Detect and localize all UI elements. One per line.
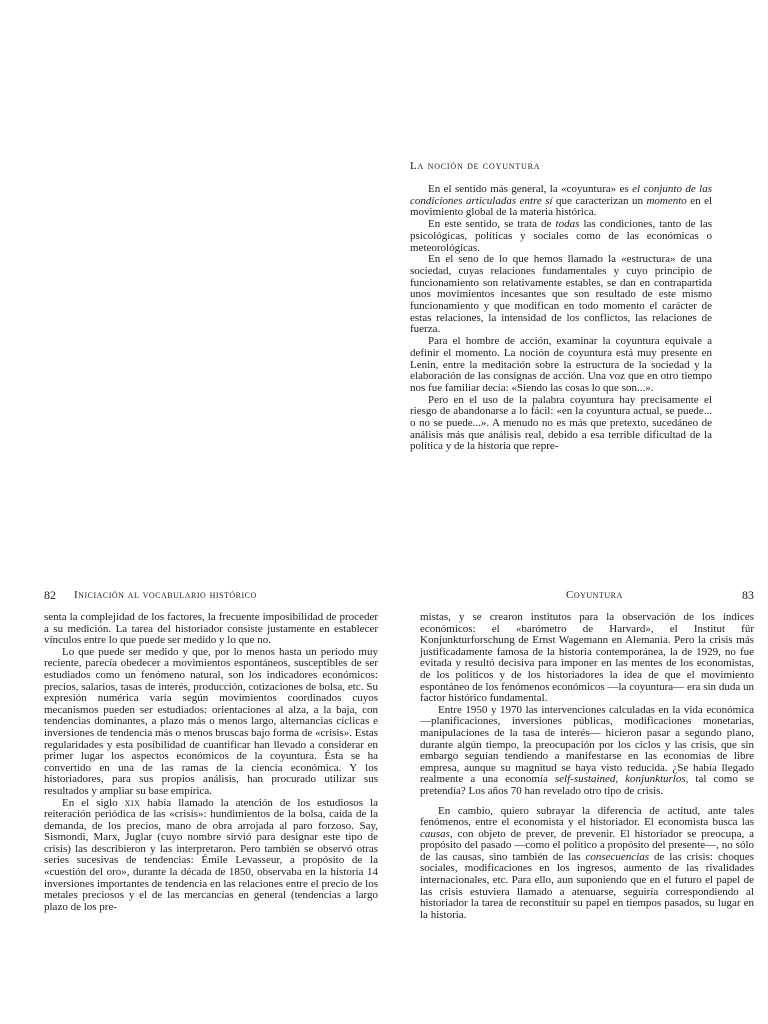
paragraph: senta la complejidad de los factores, la frecuente imposibilidad de proceder a su medición. La tarea del historiador consiste justamente en establecer vínculos entre lo que puede ser medido y lo que no.: [44, 611, 378, 647]
paragraph: En el sentido más general, la «coyuntura» es el conjunto de las condiciones articuladas entre sí que caracterizan un momento en el movimiento global de la materia histórica.: [410, 183, 713, 219]
paragraph: En el seno de lo que hemos llamado la «estructura» de una sociedad, cuyas relaciones fundamentales y cuyo principio de funcionamiento son relativamente estables, se dan en contrapartida unos movimientos incesantes que son resultado de este mismo funcionamiento y que modifican en todo momento el carácter de estas relaciones, la intensidad de los conflictos, las relaciones de fuerza.: [410, 253, 712, 336]
running-title: Coyuntura: [566, 589, 623, 601]
left-page-body: [44, 612, 378, 913]
paragraph: En este sentido, se trata de todas las condiciones, tanto de las psicológicas, políticas y sociales como de las económicas o meteorológicas.: [410, 218, 713, 254]
upper-page-body: [410, 184, 712, 453]
paragraph: Entre 1950 y 1970 las intervenciones calculadas en la vida económica —planificaciones, inversiones públicas, modificaciones monetarias, manipulaciones de la tasa de interés— hicieron pasar a segundo plano, durante algún tiempo, la preocupación por los ciclos y las crisis, que sin embargo seguían tendiendo a manifestarse en las economías de libre empresa, aunque su magnitud se haya visto reducida. ¿Se había llegado realmente a una economía self-sustained, konjunkturlos, tal como se pretendía? Los años 70 han revelado otro tipo de crisis.: [420, 703, 754, 797]
left-page: [44, 588, 378, 913]
upper-page: [410, 160, 712, 453]
paragraph: En el siglo xix había llamado la atención de los estudiosos la reiteración periódica de las «crisis»: hundimientos de la bolsa, caída de la demanda, de los precios, mano de obra arrojada al paro forzoso. Say, Sismondi, Marx, Juglar (cuyo nombre sirvió para designar este tipo de crisis) las describieron y las interpretaron. Pero también se observó otras series sucesivas de tendencias: Émile Levasseur, a propósito de la «cuestión del oro», durante la década de 1850, observaba en la historia 14 inversiones importantes de tendencia en las relaciones entre el precio de los metales preciosos y el de las mercancías en general (tendencias a largo plazo de los pre-: [44, 796, 378, 913]
right-page: [420, 588, 754, 921]
paragraph: En cambio, quiero subrayar la diferencia de actitud, ante tales fenómenos, entre el economista y el historiador. El economista busca las causas, con objeto de prever, de prevenir. El historiador se preocupa, a propósito del pasado —como el político a propósito del presente—, no sólo de las causas, sino también de las consecuencias de las crisis: choques sociales, modificaciones en los ingresos, aumento de las rivalidades internacionales, etc. Para ello, aun suponiendo que en el futuro el papel de las crisis estuviera llamado a atenuarse, seguiría correspondiendo al historiador la tarea de reconstituir su papel en tiempos pasados, su lugar en la historia.: [420, 804, 754, 921]
page-number: 82: [44, 588, 56, 602]
paragraph: Para el hombre de acción, examinar la coyuntura equivale a definir el momento. La noción de coyuntura está muy presente en Lenin, entre la meditación sobre la estructura de la sociedad y la elaboración de las consignas de acción. Una voz que en otro tiempo nos fue familiar decía: «Siendo las cosas lo que son...».: [410, 335, 712, 394]
right-page-body: [420, 612, 754, 921]
running-title: Iniciación al vocabulario histórico: [74, 589, 257, 601]
page-number: 83: [742, 588, 754, 602]
paragraph: Pero en el uso de la palabra coyuntura hay precisamente el riesgo de abandonarse a lo fácil: «en la coyuntura actual, se puede... o no se puede...». A menudo no es más que pretexto, sucedáneo de análisis más que análisis real, debido a esa terrible dificultad de la política y de la historia que repre-: [410, 393, 712, 453]
running-header: [420, 588, 754, 606]
section-heading: La noción de coyuntura: [410, 160, 541, 172]
paragraph: mistas, y se crearon institutos para la observación de los índices económicos: el «barómetro de Harvard», el Institut für Konjunkturforschung de Ernst Wagemann en Alemania. Pero la crisis más justificadamente famosa de la historia contemporánea, la de 1929, no fue evitada y resultó decisiva para imponer en las mentes de los economistas, de los políticos y de los historiadores la idea de que el movimiento espontáneo de los fenómenos económicos —la coyuntura— era sin duda un factor histórico fundamental.: [420, 611, 754, 705]
paragraph: Lo que puede ser medido y que, por lo menos hasta un período muy reciente, parecía obedecer a movimientos espontáneos, susceptibles de ser estudiados como un fenómeno natural, son los indicadores económicos: precios, salarios, tasas de interés, producción, cotizaciones de bolsa, etc. Su expresión numérica varía según movimientos coordinados cuyos mecanismos pueden ser estudiados: orientaciones al alza, a la baja, con tendencias dominantes, a plazo más o menos largo, alternancias cíclicas e inversiones de tendencia más o menos bruscas bajo forma de «crisis». Estas regularidades y esta posibilidad de cuantificar han llevado a considerar en primer lugar los aspectos económicos de la coyuntura. Ésta se ha convertido en una de las ramas de la ciencia económica. Y los historiadores, para sus propios análisis, han procurado utilizar sus resultados y ampliar su base empírica.: [44, 645, 378, 797]
running-header: [44, 588, 378, 606]
